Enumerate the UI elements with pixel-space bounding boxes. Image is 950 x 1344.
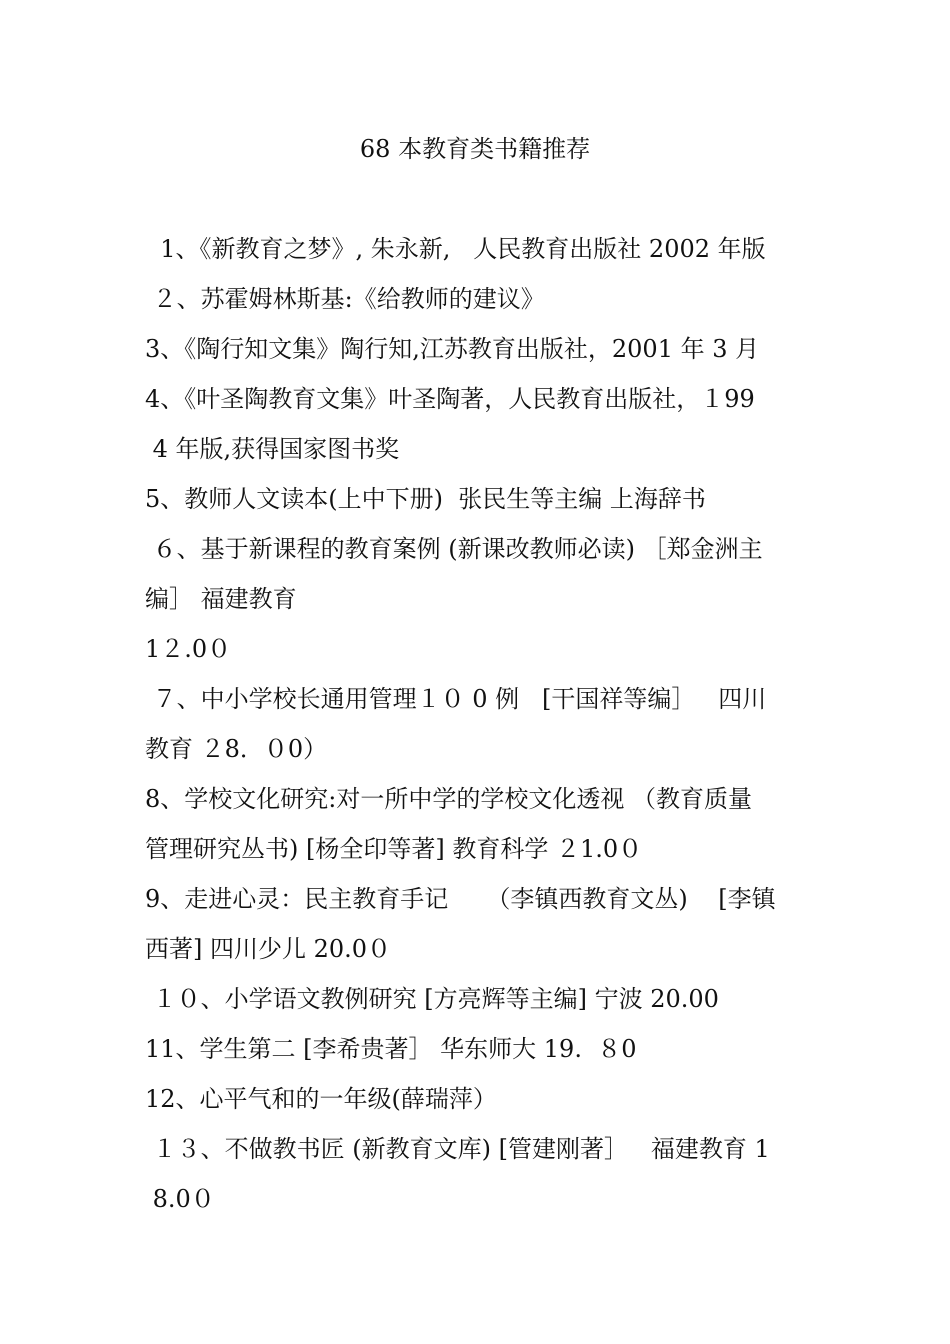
- list-item: ６、基于新课程的教育案例 (新课改教师必读) ［郑金洲主: [145, 535, 763, 563]
- list-item: 1２.0０: [145, 635, 232, 663]
- list-item: 12、心平气和的一年级(薛瑞萍）: [145, 1085, 497, 1113]
- list-item: ２、苏霍姆林斯基:《给教师的建议》: [145, 285, 545, 313]
- list-item: 8、学校文化研究:对一所中学的学校文化透视 （教育质量: [145, 785, 752, 813]
- list-item: 9、走进心灵：民主教育手记 （李镇西教育文丛) [李镇: [145, 885, 776, 913]
- list-item: 编］ 福建教育: [145, 585, 297, 613]
- list-item: 8.0０: [145, 1185, 215, 1213]
- list-item: 教育 ２8．０0）: [145, 735, 328, 763]
- list-item: 4、《叶圣陶教育文集》叶圣陶著，人民教育出版社，１99: [145, 385, 755, 413]
- list-item: １３、不做教书匠 (新教育文库) [管建刚著］ 福建教育 1: [145, 1135, 770, 1163]
- list-item: 1、《新教育之梦》, 朱永新, 人民教育出版社 2002 年版: [145, 235, 766, 263]
- list-item: 4 年版,获得国家图书奖: [145, 435, 400, 463]
- list-item: 管理研究丛书) [杨全印等著] 教育科学 ２1.0０: [145, 835, 643, 863]
- list-item: 11、学生第二 [李希贵著］ 华东师大 19. ８0: [145, 1035, 637, 1063]
- list-item: 3、《陶行知文集》陶行知,江苏教育出版社，2001 年 3 月: [145, 335, 760, 363]
- list-item: 5、教师人文读本(上中下册) 张民生等主编 上海辞书: [145, 485, 706, 513]
- list-item: 西著] 四川少儿 20.0０: [145, 935, 392, 963]
- list-item: １０、小学语文教例研究 [方亮辉等主编] 宁波 20.00: [145, 985, 719, 1013]
- page-title: 68 本教育类书籍推荐: [359, 135, 591, 163]
- list-item: ７、中小学校长通用管理１０ 0 例 [干国祥等编］ 四川: [145, 685, 767, 713]
